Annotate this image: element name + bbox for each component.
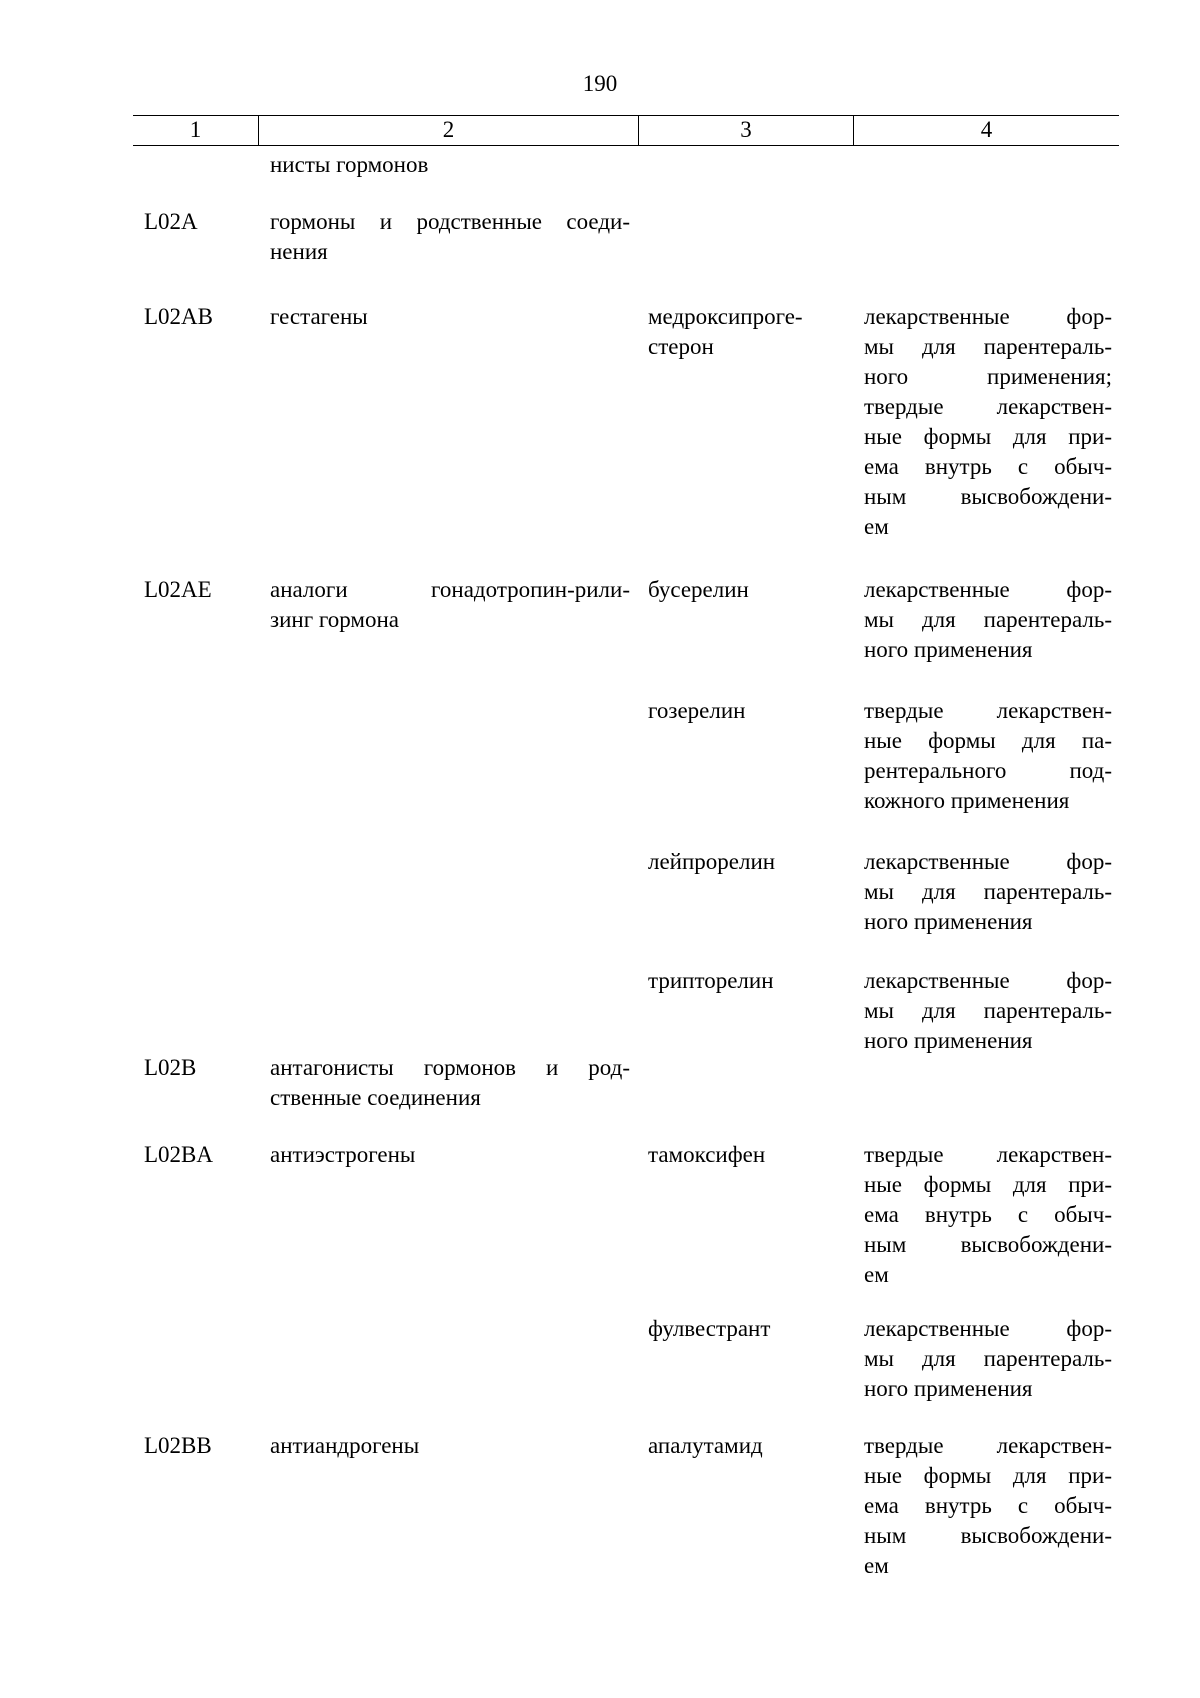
text-line: твердые лекарствен- xyxy=(864,394,1112,419)
text-line: ные формы для при- xyxy=(864,1172,1112,1197)
text-line: антагонисты гормонов и род- xyxy=(270,1055,630,1080)
drug-name-cell xyxy=(648,302,848,362)
text-line: твердые лекарствен- xyxy=(864,1433,1112,1458)
text-line: лекарственные фор- xyxy=(864,1316,1112,1341)
text-line: ного применения xyxy=(864,1376,1033,1401)
group-name-cell: гестагены xyxy=(270,304,368,329)
drug-name-cell: трипторелин xyxy=(648,968,774,993)
text-line: лекарственные фор- xyxy=(864,304,1112,329)
text-line: ного применения xyxy=(864,909,1033,934)
text-line: ема внутрь с обыч- xyxy=(864,1202,1112,1227)
text-line: нения xyxy=(270,239,328,264)
text-line: нисты гормонов xyxy=(270,152,429,177)
text-line: ного применения xyxy=(864,1028,1033,1053)
text-line: мы для парентераль- xyxy=(864,334,1112,359)
text-line: лекарственные фор- xyxy=(864,968,1112,993)
group-name-cell xyxy=(270,1053,630,1113)
text-line: гормоны и родственные соеди- xyxy=(270,209,630,234)
text-line: ные формы для при- xyxy=(864,1463,1112,1488)
dosage-form-cell xyxy=(864,1314,1112,1404)
text-line: ного применения; xyxy=(864,364,1112,389)
text-line: ного применения xyxy=(864,637,1033,662)
text-line: ем xyxy=(864,1262,889,1287)
atc-code-cell: L02AB xyxy=(144,304,213,329)
column-header-1: 1 xyxy=(189,117,202,142)
text-line: твердые лекарствен- xyxy=(864,1142,1112,1167)
text-line: ным высвобождени- xyxy=(864,1523,1112,1548)
group-name-cell xyxy=(270,207,630,267)
drug-name-cell: лейпрорелин xyxy=(648,849,776,874)
dosage-form-cell xyxy=(864,575,1112,665)
text-line: твердые лекарствен- xyxy=(864,698,1112,723)
text-line: ным высвобождени- xyxy=(864,484,1112,509)
group-name-cell xyxy=(270,150,630,180)
text-line: аналоги гонадотропин-рили- xyxy=(270,577,630,602)
atc-code-cell: L02B xyxy=(144,1055,197,1080)
text-line: стерон xyxy=(648,334,714,359)
text-line: ем xyxy=(864,1553,889,1578)
drug-name-cell: бусерелин xyxy=(648,577,749,602)
column-header-2: 2 xyxy=(258,116,638,145)
dosage-form-cell xyxy=(864,302,1112,542)
drug-name-cell: тамоксифен xyxy=(648,1142,766,1167)
text-line: зинг гормона xyxy=(270,607,399,632)
text-line: мы для парентераль- xyxy=(864,1346,1112,1371)
text-line: ственные соединения xyxy=(270,1085,481,1110)
drug-name-cell: гозерелин xyxy=(648,698,746,723)
text-line: ем xyxy=(864,514,889,539)
dosage-form-cell xyxy=(864,1431,1112,1581)
group-name-cell: антиандрогены xyxy=(270,1433,420,1458)
page-number: 190 xyxy=(582,71,618,96)
dosage-form-cell xyxy=(864,1140,1112,1290)
drug-name-cell: апалутамид xyxy=(648,1433,763,1458)
atc-code-cell: L02A xyxy=(144,209,198,234)
column-header-4: 4 xyxy=(853,116,1119,145)
text-line: мы для парентераль- xyxy=(864,998,1112,1023)
group-name-cell: антиэстрогены xyxy=(270,1142,416,1167)
table-header-row xyxy=(133,115,1119,146)
text-line: ема внутрь с обыч- xyxy=(864,1493,1112,1518)
text-line: ные формы для при- xyxy=(864,424,1112,449)
text-line: медроксипроге- xyxy=(648,304,803,329)
text-line: мы для парентераль- xyxy=(864,607,1112,632)
text-line: рентерального под- xyxy=(864,758,1112,783)
text-line: ные формы для па- xyxy=(864,728,1112,753)
atc-code-cell: L02BB xyxy=(144,1433,212,1458)
text-line: лекарственные фор- xyxy=(864,849,1112,874)
column-header-3: 3 xyxy=(638,116,853,145)
atc-code-cell: L02AE xyxy=(144,577,212,602)
text-line: ным высвобождени- xyxy=(864,1232,1112,1257)
text-line: лекарственные фор- xyxy=(864,577,1112,602)
dosage-form-cell xyxy=(864,696,1112,816)
drug-name-cell: фулвестрант xyxy=(648,1316,771,1341)
text-line: кожного применения xyxy=(864,788,1070,813)
text-line: мы для парентераль- xyxy=(864,879,1112,904)
group-name-cell xyxy=(270,575,630,635)
dosage-form-cell xyxy=(864,847,1112,937)
dosage-form-cell xyxy=(864,966,1112,1056)
atc-code-cell: L02BA xyxy=(144,1142,213,1167)
text-line: ема внутрь с обыч- xyxy=(864,454,1112,479)
